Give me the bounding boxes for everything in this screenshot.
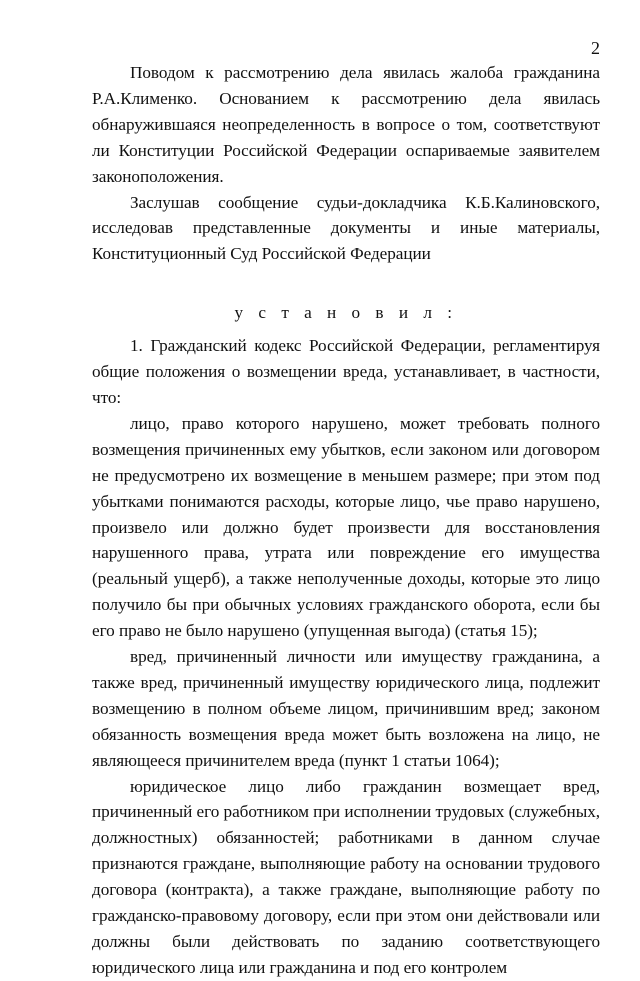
paragraph-civil-code-intro: 1. Гражданский кодекс Российской Федерации, регламентируя общие положения о возмещении вреда, устанавливает, в частности, что:	[92, 336, 600, 407]
paragraph-hearing: Заслушав сообщение судьи-докладчика К.Б.Калиновского, исследовав представленные документы и иные материалы, Конституционный Суд Российской Федерации	[92, 192, 600, 264]
paragraph-employer-liability: юридическое лицо либо гражданин возмещает вред, причиненный его работником при исполнении трудовых (служебных, должностных) обязанностей; работниками в данном случае признаются граждане, выполняющие работу на основании трудового договора (контракта), а также граждане, выполняющие работу по гражданско-правовому договору, если при этом они действовали или должны были действовать по заданию соответствующего юридического лица или гражданина и под его контролем	[92, 776, 600, 977]
document-body	[92, 60, 600, 981]
section-heading-established: у с т а н о в и л :	[234, 303, 458, 323]
paragraph-losses-article-15: лицо, право которого нарушено, может требовать полного возмещения причиненных ему убытков, если законом или договором не предусмотрено их возмещение в меньшем размере; при этом под убытками понимаются расходы, которые лицо, чье право нарушено, произвело или должно будет произвести для восстановления нарушенного права, утрата или повреждение его имущества (реальный ущерб), а также неполученные доходы, которые это лицо получило бы при обычных условиях гражданского оборота, если бы его право не было нарушено (упущенная выгода) (статья 15);	[92, 413, 600, 641]
page-number: 2	[591, 38, 600, 58]
paragraph-complaint: Поводом к рассмотрению дела явилась жалоба гражданина Р.А.Клименко. Основанием к рассмотрению дела явилась обнаружившаяся неопределенность в вопросе о том, соответствуют ли Конституции Российской Федерации оспариваемые заявителем законоположения.	[92, 63, 600, 186]
paragraph-harm-article-1064: вред, причиненный личности или имуществу гражданина, а также вред, причиненный имуществу юридического лица, подлежит возмещению в полном объеме лицом, причинившим вред; законом обязанность возмещения вреда может быть возложена на лицо, не являющееся причинителем вреда (пункт 1 статьи 1064);	[92, 647, 600, 770]
